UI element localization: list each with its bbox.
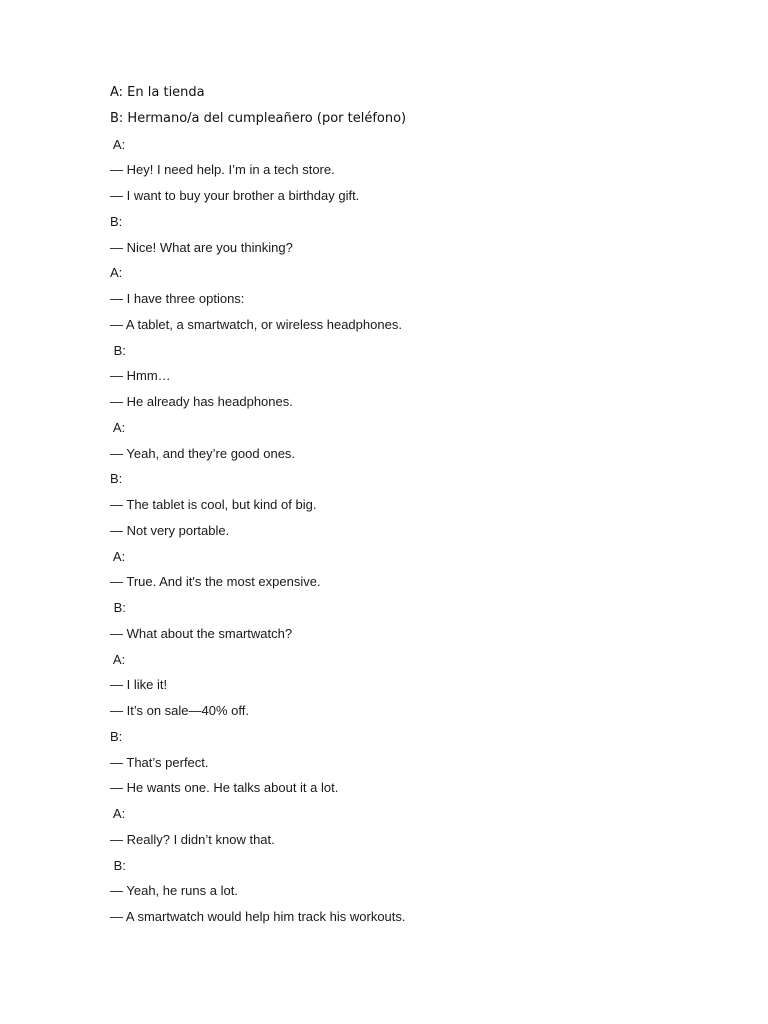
- dialogue-line: — The tablet is cool, but kind of big.: [110, 497, 317, 512]
- speaker-label: A:: [110, 806, 126, 821]
- dialogue-line: — Yeah, and they’re good ones.: [110, 445, 296, 461]
- dialogue-line: — Hmm…: [110, 368, 171, 384]
- speaker-label: A:: [110, 651, 126, 667]
- speaker-label: B:: [110, 213, 123, 229]
- dialogue-line: — Yeah, he runs a lot.: [110, 883, 238, 899]
- dialogue-line: — It’s on sale—40% off.: [110, 703, 249, 718]
- speaker-label: B:: [110, 728, 123, 744]
- speaker-label: A:: [110, 419, 126, 435]
- speaker-b-heading: B: Hermano/a del cumpleañero (por teléfono): [110, 110, 407, 126]
- speaker-a-heading: A: En la tienda: [110, 85, 205, 100]
- speaker-label: A:: [110, 136, 126, 152]
- dialogue-line: — He wants one. He talks about it a lot.: [110, 780, 339, 796]
- dialogue-line: — Nice! What are you thinking?: [110, 239, 293, 255]
- dialogue-line: — Really? I didn’t know that.: [110, 831, 275, 847]
- speaker-label: B:: [110, 342, 126, 358]
- dialogue-line: — Hey! I need help. I’m in a tech store.: [110, 162, 335, 178]
- dialogue-line: — A tablet, a smartwatch, or wireless headphones.: [110, 316, 402, 332]
- dialogue-line: — True. And it's the most expensive.: [110, 574, 321, 590]
- dialogue-line: — I have three options:: [110, 291, 245, 306]
- speaker-label: B:: [110, 471, 123, 487]
- dialogue-line: — That’s perfect.: [110, 754, 209, 770]
- dialogue-line: — He already has headphones.: [110, 394, 293, 409]
- speaker-label: A:: [110, 265, 123, 281]
- speaker-label: B:: [110, 857, 126, 873]
- dialogue-text: [110, 84, 710, 934]
- dialogue-line: — What about the smartwatch?: [110, 625, 293, 641]
- dialogue-line: — Not very portable.: [110, 522, 230, 538]
- dialogue-line: — A smartwatch would help him track his workouts.: [110, 909, 406, 924]
- speaker-label: B:: [110, 600, 126, 615]
- dialogue-line: — I like it!: [110, 677, 168, 693]
- speaker-label: A:: [110, 548, 126, 564]
- dialogue-line: — I want to buy your brother a birthday gift.: [110, 188, 360, 203]
